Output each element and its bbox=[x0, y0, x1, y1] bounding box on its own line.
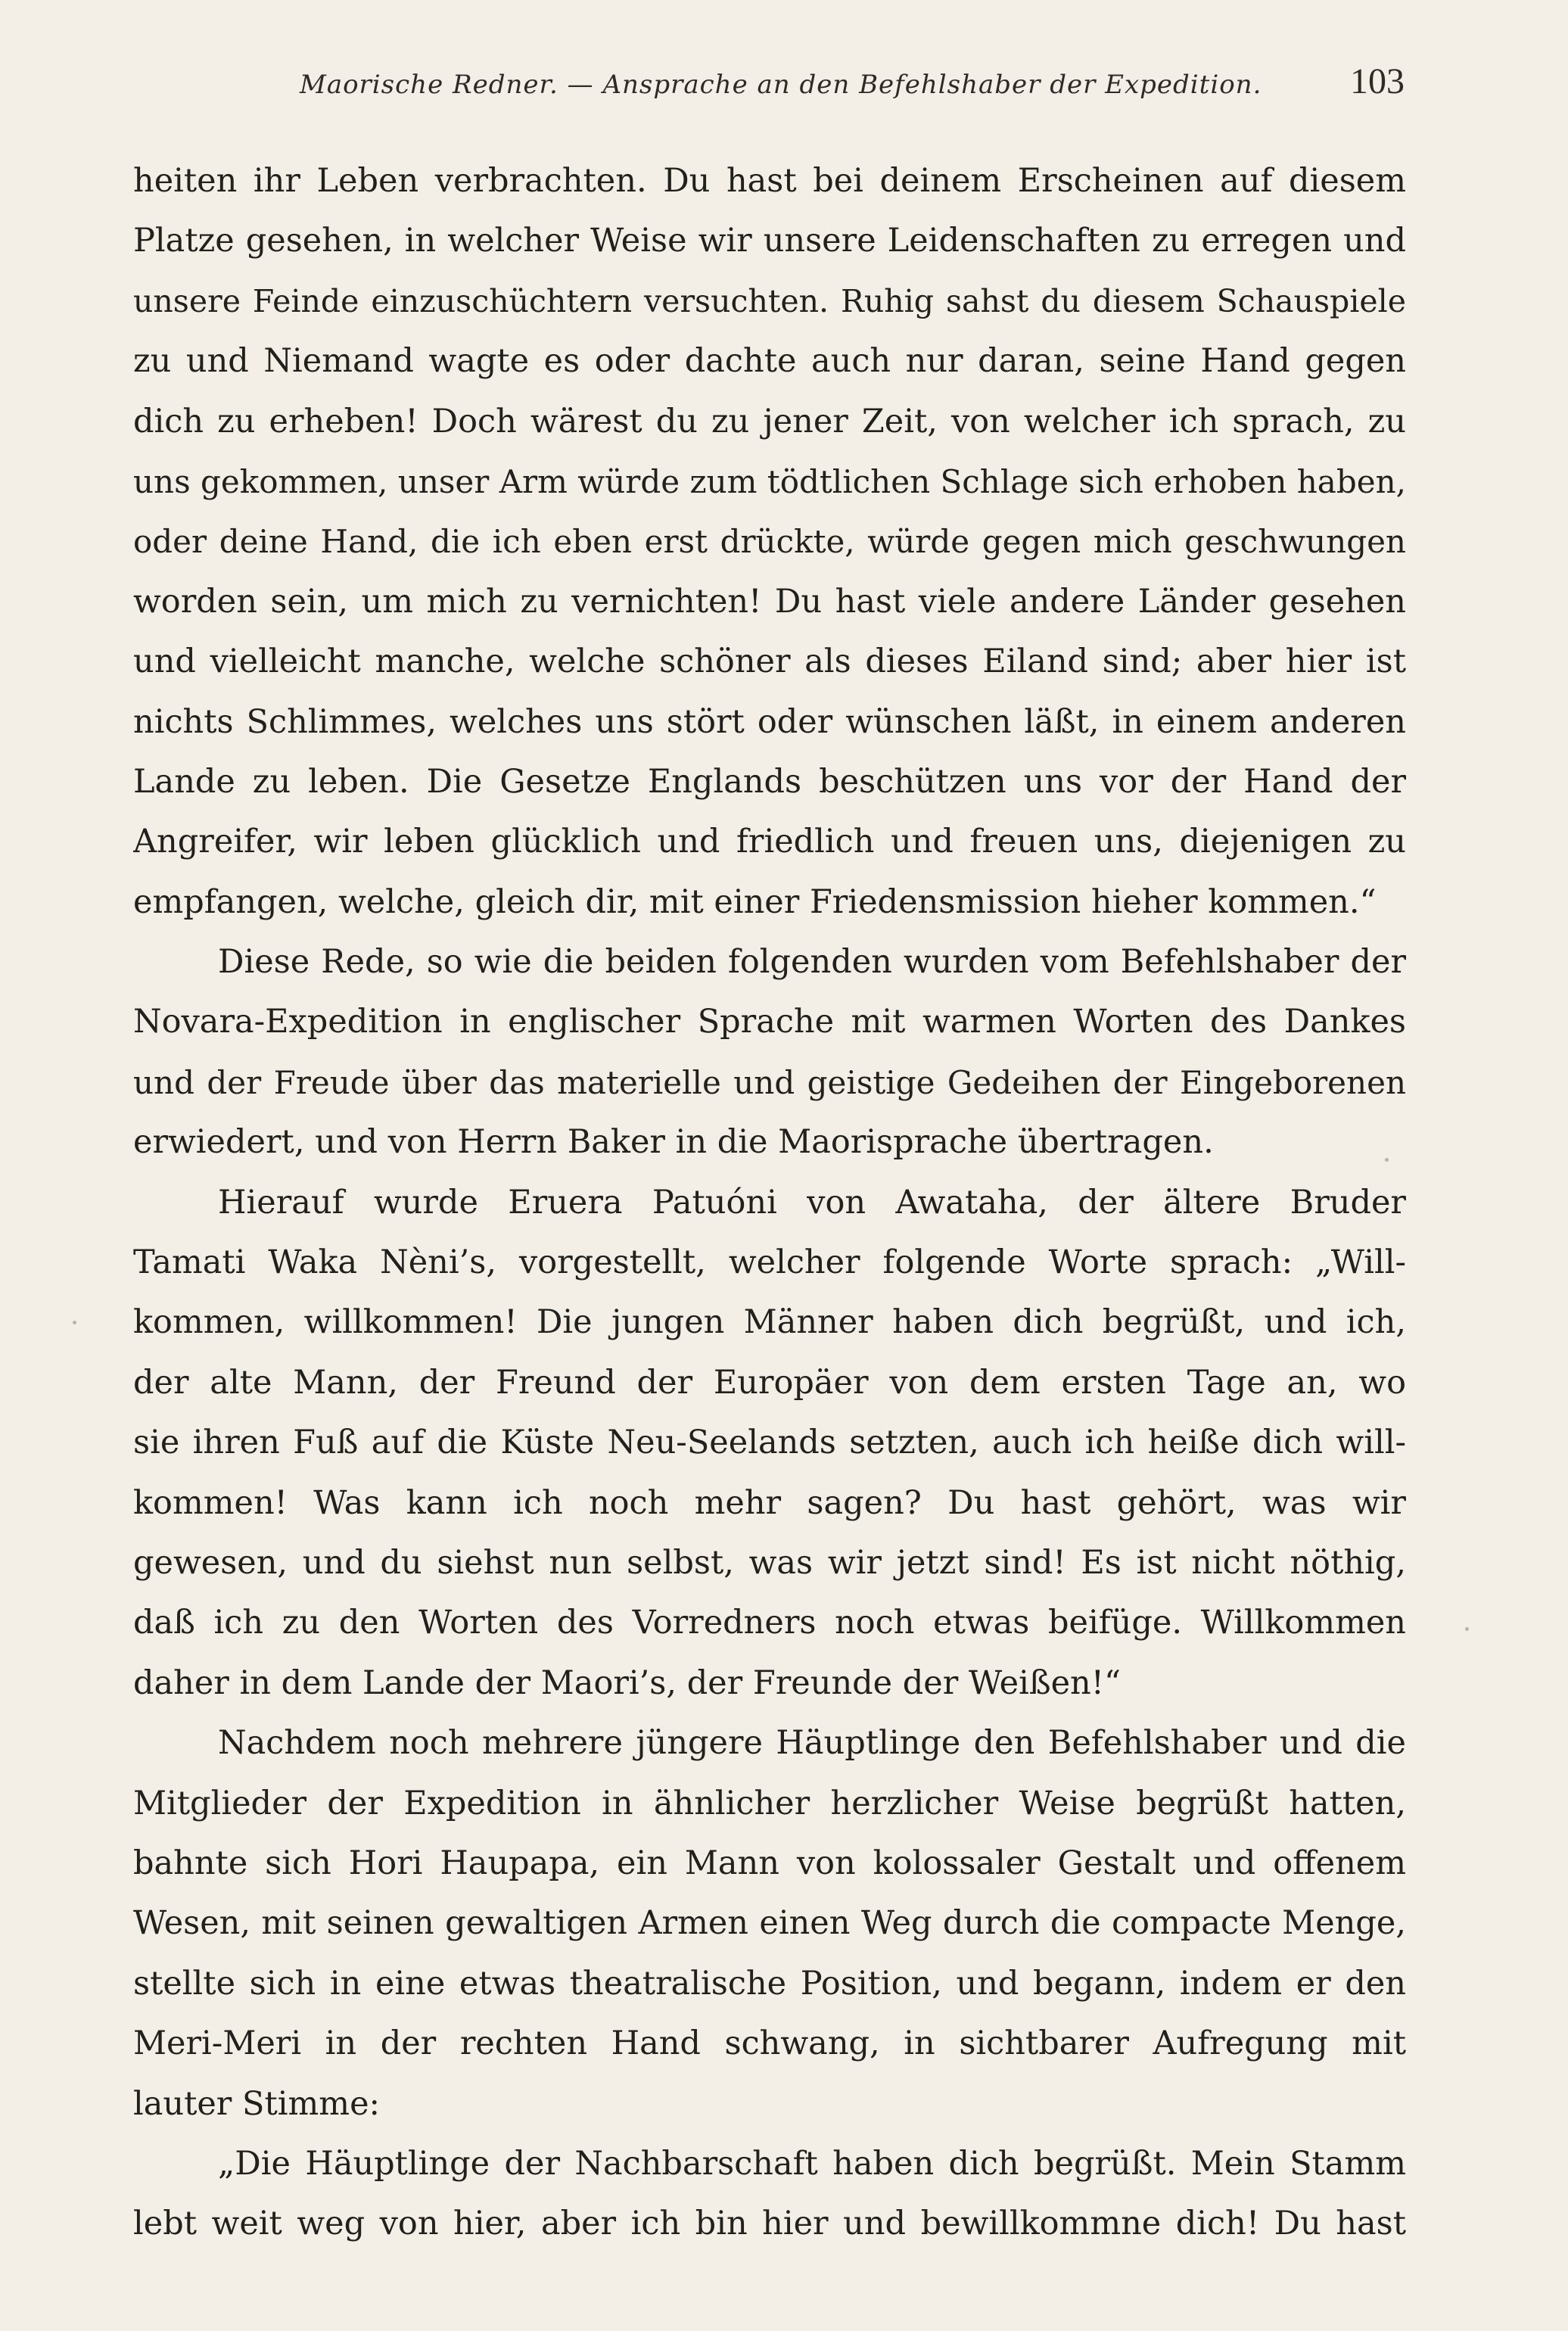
text-line: daß ich zu den Worten des Vorredners noch etwas beifüge. Willkommen bbox=[133, 1604, 1406, 1642]
text-line: sie ihren Fuß auf die Küste Neu-Seelands setzten, auch ich heiße dich will- bbox=[133, 1424, 1406, 1462]
text-line: Hierauf wurde Eruera Patuóni von Awataha, der ältere Bruder bbox=[218, 1183, 1406, 1222]
running-title: Maorische Redner. — Ansprache an den Befehlshaber der Expedition. bbox=[300, 70, 1262, 100]
text-line: empfangen, welche, gleich dir, mit einer Friedensmission hieher kommen.“ bbox=[133, 882, 1377, 921]
text-line: und vielleicht manche, welche schöner als dieses Eiland sind; aber hier ist bbox=[133, 643, 1406, 681]
text-line: Novara-Expedition in englischer Sprache mit warmen Worten des Dankes bbox=[133, 1003, 1406, 1041]
text-line: unsere Feinde einzuschüchtern versuchten. Ruhig sahst du diesem Schauspiele bbox=[133, 282, 1406, 319]
text-line: kommen! Was kann ich noch mehr sagen? Du hast gehört, was wir bbox=[133, 1483, 1406, 1522]
paper-speck bbox=[1465, 1627, 1469, 1631]
text-line: Mitglieder der Expedition in ähnlicher herzlicher Weise begrüßt hatten, bbox=[133, 1784, 1406, 1822]
text-line: stellte sich in eine etwas theatralische Position, und begann, indem er den bbox=[133, 1964, 1406, 2003]
text-line: uns gekommen, unser Arm würde zum tödtlichen Schlage sich erhoben haben, bbox=[133, 462, 1406, 500]
text-line: bahnte sich Hori Haupapa, ein Mann von kolossaler Gestalt und offenem bbox=[133, 1844, 1406, 1882]
text-line: „Die Häuptlinge der Nachbarschaft haben dich begrüßt. Mein Stamm bbox=[218, 2144, 1406, 2183]
text-line: oder deine Hand, die ich eben erst drückte, würde gegen mich geschwungen bbox=[133, 523, 1406, 561]
text-line: gewesen, und du siehst nun selbst, was wir jetzt sind! Es ist nicht nöthig, bbox=[133, 1543, 1406, 1582]
running-head bbox=[300, 61, 1405, 121]
text-line: Platze gesehen, in welcher Weise wir unsere Leidenschaften zu erregen und bbox=[133, 222, 1406, 260]
page-number: 103 bbox=[1350, 61, 1405, 101]
text-line: Angreifer, wir leben glücklich und friedlich und freuen uns, diejenigen zu bbox=[133, 823, 1406, 861]
text-line: erwiedert, und von Herrn Baker in die Maorisprache übertragen. bbox=[133, 1123, 1214, 1162]
text-line: worden sein, um mich zu vernichten! Du hast viele andere Länder gesehen bbox=[133, 582, 1406, 621]
text-line: lauter Stimme: bbox=[133, 2084, 381, 2123]
paper-speck bbox=[73, 1321, 76, 1324]
text-line: Lande zu leben. Die Gesetze Englands beschützen uns vor der Hand der bbox=[133, 762, 1406, 801]
text-line: Wesen, mit seinen gewaltigen Armen einen Weg durch die compacte Menge, bbox=[133, 1904, 1406, 1943]
text-line: daher in dem Lande der Maori’s, der Freunde der Weißen!“ bbox=[133, 1663, 1121, 1702]
text-line: Diese Rede, so wie die beiden folgenden wurden vom Befehlshaber der bbox=[218, 943, 1406, 982]
text-line: Meri-Meri in der rechten Hand schwang, in sichtbarer Aufregung mit bbox=[133, 2024, 1406, 2063]
text-line: zu und Niemand wagte es oder dachte auch nur daran, seine Hand gegen bbox=[133, 342, 1406, 381]
text-line: und der Freude über das materielle und geistige Gedeihen der Eingeborenen bbox=[133, 1063, 1406, 1101]
paper-speck bbox=[1385, 1158, 1389, 1162]
text-line: nichts Schlimmes, welches uns stört oder wünschen läßt, in einem anderen bbox=[133, 702, 1406, 741]
text-line: heiten ihr Leben verbrachten. Du hast bei deinem Erscheinen auf diesem bbox=[133, 162, 1406, 200]
text-line: dich zu erheben! Doch wärest du zu jener Zeit, von welcher ich sprach, zu bbox=[133, 402, 1406, 440]
body-text bbox=[133, 151, 1406, 2255]
text-line: Nachdem noch mehrere jüngere Häuptlinge den Befehlshaber und die bbox=[218, 1724, 1406, 1763]
text-line: der alte Mann, der Freund der Europäer von dem ersten Tage an, wo bbox=[133, 1363, 1406, 1402]
text-line: Tamati Waka Nèni’s, vorgestellt, welcher folgende Worte sprach: „Will- bbox=[133, 1243, 1406, 1282]
text-line: lebt weit weg von hier, aber ich bin hier und bewillkommne dich! Du hast bbox=[133, 2205, 1406, 2243]
text-line: kommen, willkommen! Die jungen Männer haben dich begrüßt, und ich, bbox=[133, 1303, 1406, 1342]
